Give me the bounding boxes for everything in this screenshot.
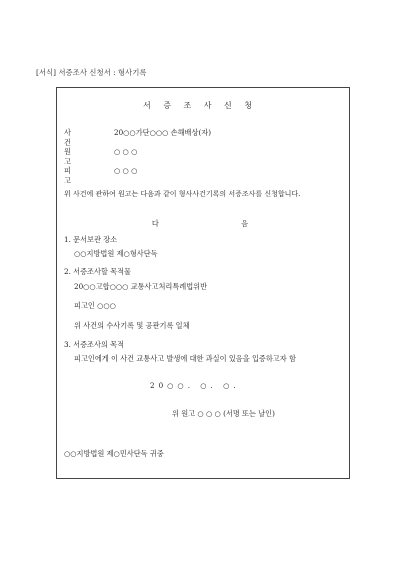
signature-line: 위 원고 ○ ○ ○ (서명 또는 날인) — [172, 409, 275, 418]
item-line-purpose: 피고인에게 이 사건 교통사고 발생에 대한 과실이 있음을 입증하고자 함 — [74, 354, 296, 363]
filing-date: 20○○. ○. ○. — [150, 381, 240, 390]
item-line-target-records: 위 사건의 수사기록 및 공판기록 일체 — [74, 321, 190, 330]
defendant-value: ○ ○ ○ — [114, 166, 138, 175]
plaintiff-label: 원 고 — [64, 147, 89, 166]
recipient-court: ○○지방법원 제○민사단독 귀중 — [64, 449, 164, 458]
plaintiff-field — [64, 147, 138, 167]
plaintiff-value: ○ ○ ○ — [114, 147, 138, 156]
case-field — [64, 128, 211, 148]
item-line-target-case: 20○○고합○○○ 교통사고처리특례법위반 — [74, 282, 208, 291]
section-heading: 다 음 — [151, 219, 289, 228]
document-title: 서 증 조 사 신 청 — [142, 101, 258, 110]
item-line-target-defendant: 피고인 ○○○ — [74, 301, 116, 310]
case-value: 20○○가단○○○ 손해배상(자) — [114, 128, 211, 137]
defendant-field — [64, 166, 138, 186]
item-title-target: 2. 서증조사할 목적물 — [64, 267, 131, 276]
intro-paragraph: 위 사건에 관하여 원고는 다음과 같이 형사사건기록의 서증조사를 신청합니다. — [64, 190, 301, 198]
item-title-storage: 1. 문서보관 장소 — [64, 235, 118, 244]
form-caption: [서식] 서증조사 신청서 : 형사기록 — [36, 68, 147, 77]
item-title-purpose: 3. 서증조사의 목적 — [64, 340, 125, 349]
item-line-storage: ○○지방법원 제○형사단독 — [74, 249, 158, 258]
case-label: 사 건 — [64, 128, 89, 147]
defendant-label: 피 고 — [64, 166, 89, 185]
